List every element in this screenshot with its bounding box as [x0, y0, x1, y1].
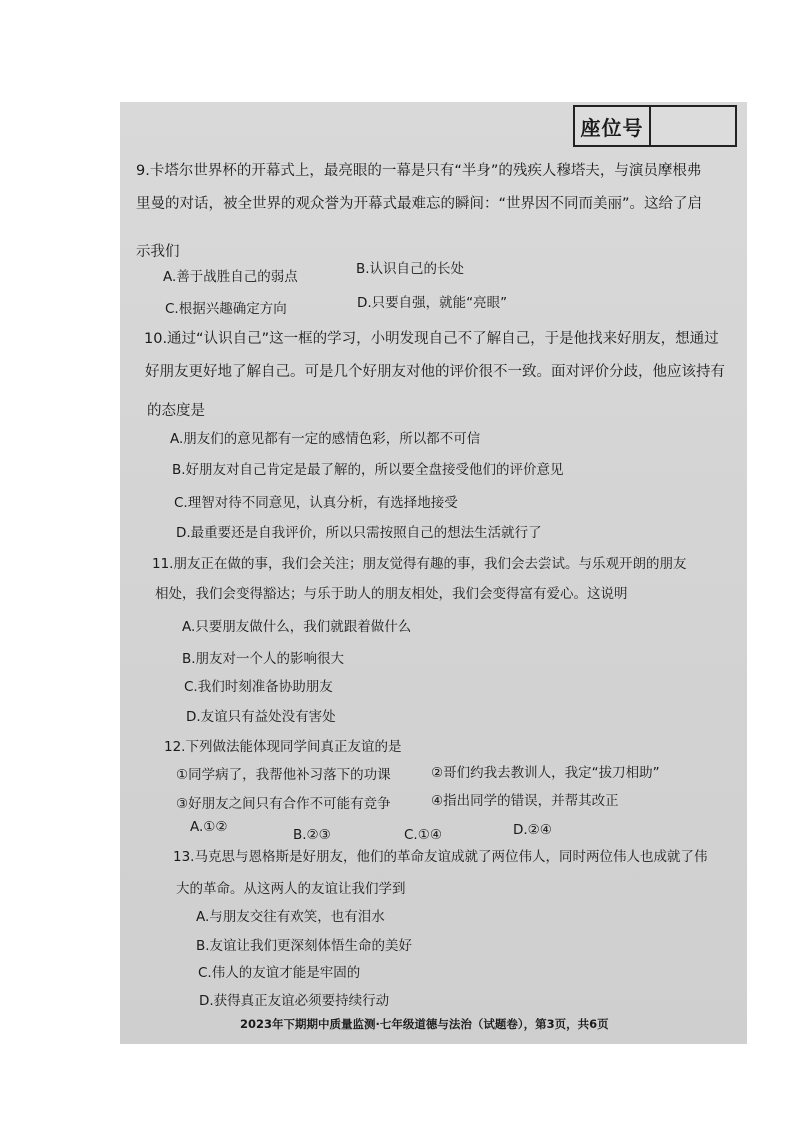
q12-option-a: A.①②	[190, 819, 228, 835]
q13-option-b: B.友谊让我们更深刻体悟生命的美好	[196, 938, 413, 954]
seat-number-blank	[651, 107, 735, 145]
q12-item-3: ③好朋友之间只有合作不可能有竞争	[176, 796, 391, 812]
q11-option-c: C.我们时刻准备协助朋友	[184, 679, 333, 695]
q10-option-b: B.好朋友对自己肯定是最了解的，所以要全盘接受他们的评价意见	[172, 462, 564, 478]
seat-number-label: 座位号	[575, 107, 651, 145]
q10-stem-line-2: 好朋友更好地了解自己。可是几个好朋友对他的评价很不一致。面对评价分歧，他应该持有	[145, 364, 725, 380]
q12-option-d: D.②④	[513, 822, 552, 838]
q12-stem: 12.下列做法能体现同学间真正友谊的是	[164, 739, 402, 755]
q11-option-d: D.友谊只有益处没有害处	[186, 709, 336, 725]
q10-option-a: A.朋友们的意见都有一定的感情色彩，所以都不可信	[170, 431, 481, 447]
q11-option-a: A.只要朋友做什么，我们就跟着做什么	[182, 619, 412, 635]
exam-paper	[120, 102, 747, 1044]
q13-stem-line-2: 大的革命。从这两人的友谊让我们学到	[176, 881, 406, 897]
q11-option-b: B.朋友对一个人的影响很大	[182, 651, 345, 667]
q9-option-b: B.认识自己的长处	[356, 261, 465, 277]
q9-option-d: D.只要自强，就能“亮眼”	[357, 295, 508, 311]
q10-option-d: D.最重要还是自我评价，所以只需按照自己的想法生活就行了	[176, 525, 542, 541]
q12-item-1: ①同学病了，我帮他补习落下的功课	[176, 767, 391, 783]
q12-option-c: C.①④	[404, 827, 442, 843]
q13-option-a: A.与朋友交往有欢笑，也有泪水	[196, 909, 385, 925]
q12-item-4: ④指出同学的错误，并帮其改正	[431, 793, 619, 809]
q13-option-d: D.获得真正友谊必须要持续行动	[199, 993, 390, 1009]
page-footer: 2023年下期期中质量监测·七年级道德与法治（试题卷），第3页，共6页	[240, 1017, 609, 1031]
q10-stem-line-3: 的态度是	[147, 403, 205, 419]
q12-option-b: B.②③	[293, 827, 331, 843]
q9-option-a: A.善于战胜自己的弱点	[163, 269, 298, 285]
q10-stem-line-1: 10.通过“认识自己”这一框的学习，小明发现自己不了解自己，于是他找来好朋友，想通过	[144, 331, 719, 347]
q9-stem-line-2: 里曼的对话，被全世界的观众誉为开幕式最难忘的瞬间：“世界因不同而美丽”。这给了启	[136, 196, 703, 212]
q13-option-c: C.伟人的友谊才能是牢固的	[198, 965, 361, 981]
q10-option-c: C.理智对待不同意见，认真分析，有选择地接受	[174, 495, 458, 511]
q11-stem-line-1: 11.朋友正在做的事，我们会关注；朋友觉得有趣的事，我们会去尝试。与乐观开朗的朋友	[152, 556, 687, 572]
q11-stem-line-2: 相处，我们会变得豁达；与乐于助人的朋友相处，我们会变得富有爱心。这说明	[155, 586, 628, 602]
q9-option-c: C.根据兴趣确定方向	[165, 301, 287, 317]
q9-stem-line-3: 示我们	[136, 244, 180, 260]
q12-item-2: ②哥们约我去教训人，我定“拔刀相助”	[431, 765, 660, 781]
q13-stem-line-1: 13.马克思与恩格斯是好朋友，他们的革命友谊成就了两位伟人，同时两位伟人也成就了伟	[173, 849, 708, 865]
seat-number-box	[573, 105, 737, 147]
q9-stem-line-1: 9.卡塔尔世界杯的开幕式上，最亮眼的一幕是只有“半身”的残疾人穆塔夫，与演员摩根弗	[136, 163, 702, 179]
